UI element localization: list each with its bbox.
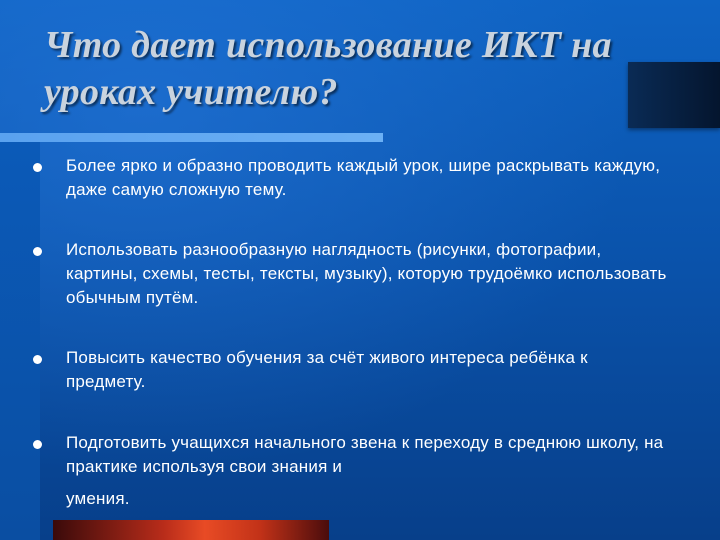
- bullet-dot-icon: [33, 440, 42, 449]
- bullet-text-2: Использовать разнообразную наглядность (рисунки, фотографии, картины, схемы, тесты, тексты, музыку), которую трудоёмко использовать обычным путём.: [66, 240, 667, 307]
- bullet-item-4: [30, 431, 670, 511]
- bullet-dot-icon: [33, 247, 42, 256]
- title-underline-bar: [0, 133, 383, 142]
- bullet-dot-icon: [33, 163, 42, 172]
- bullet-text-1: Более ярко и образно проводить каждый урок, шире раскрывать каждую, даже самую сложную тему.: [66, 156, 661, 199]
- bullet-text-4-tail: умения.: [66, 489, 130, 508]
- bullet-text-4: Подготовить учащихся начального звена к переходу в среднюю школу, на практике используя свои знания и: [66, 433, 664, 476]
- bullet-item-2: [30, 238, 670, 310]
- bullet-dot-icon: [33, 355, 42, 364]
- slide-title: Что дает использование ИКТ на уроках учителю?: [44, 24, 612, 113]
- bullet-list: [30, 150, 670, 511]
- bullet-item-3: [30, 346, 670, 394]
- decorative-bottom-red-bar: [53, 520, 329, 540]
- bullet-text-3: Повысить качество обучения за счёт живого интереса ребёнка к предмету.: [66, 348, 588, 391]
- bullet-item-1: [30, 154, 670, 202]
